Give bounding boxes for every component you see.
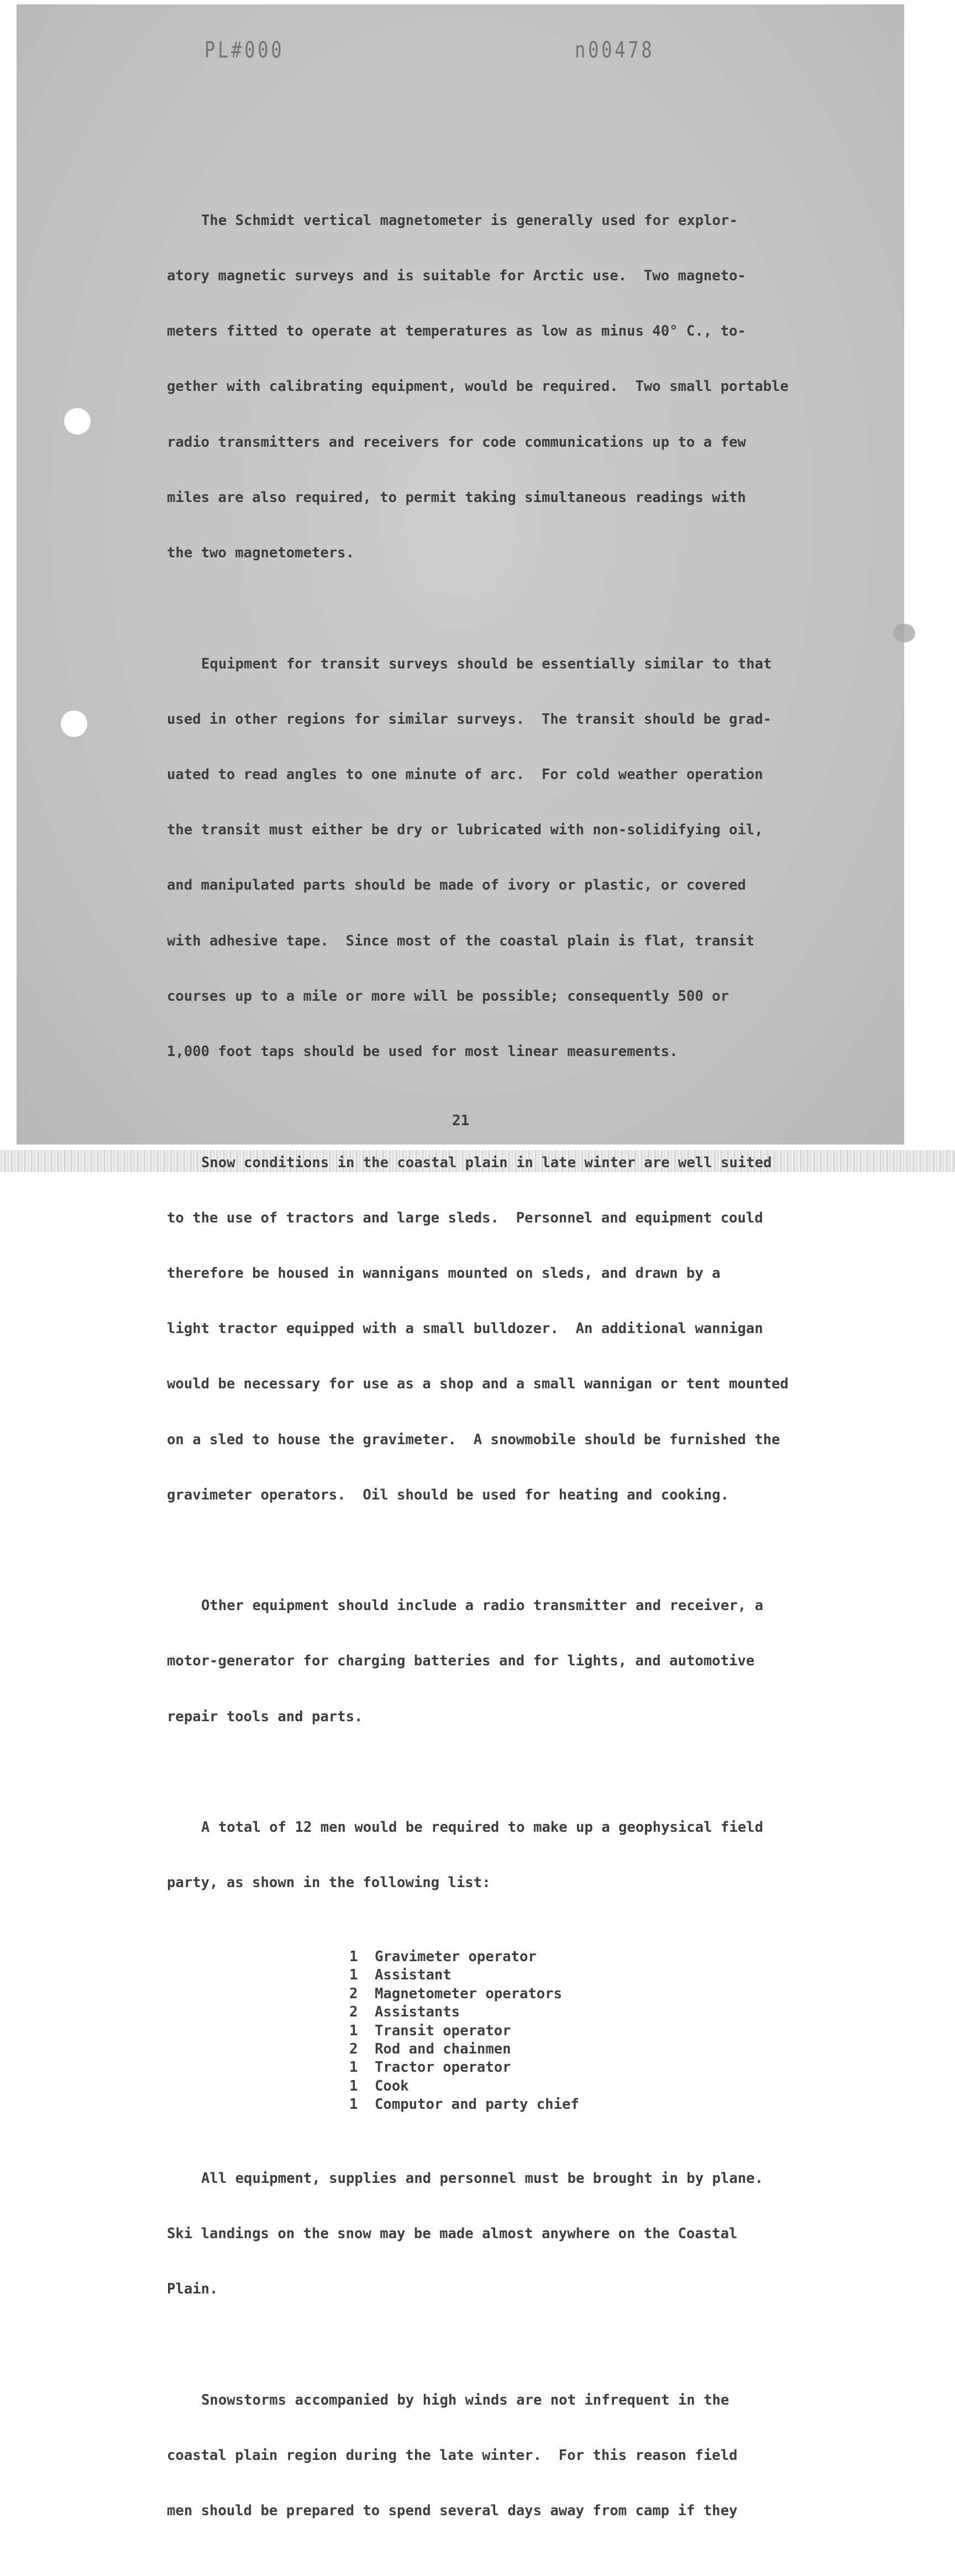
- text-line: All equipment, supplies and personnel must be brought in by plane.: [201, 2170, 763, 2187]
- list-item: [349, 1985, 852, 2003]
- crew-quantity: 1: [349, 1967, 358, 1984]
- text-line: Snowstorms accompanied by high winds are not infrequent in the: [201, 2391, 730, 2408]
- crew-role: Assistant: [375, 1967, 452, 1984]
- list-item: [349, 2040, 852, 2058]
- crew-role: Rod and chainmen: [375, 2040, 511, 2057]
- text-line: atory magnetic surveys and is suitable for Arctic use. Two magneto-: [167, 268, 746, 285]
- text-line: A total of 12 men would be required to make up a geophysical field: [201, 1819, 763, 1836]
- text-line: 1,000 foot taps should be used for most linear measurements.: [167, 1043, 678, 1060]
- paragraph-transport: [167, 2133, 852, 2335]
- crew-role: Gravimeter operator: [375, 1948, 537, 1965]
- punch-hole: [61, 710, 87, 737]
- crew-quantity: 1: [349, 2022, 358, 2039]
- crew-list: [349, 1948, 852, 2114]
- list-item: [349, 2003, 852, 2021]
- document-body: [167, 175, 852, 2576]
- archive-stamp-left: PL#000: [204, 38, 285, 63]
- text-line: Plain.: [167, 2281, 218, 2298]
- text-line: Equipment for transit surveys should be essentially similar to that: [201, 655, 772, 672]
- list-item: [349, 2096, 852, 2114]
- list-item: [349, 2022, 852, 2040]
- text-line: The Schmidt vertical magnetometer is generally used for explor-: [201, 212, 738, 229]
- text-line: motor-generator for charging batteries and for lights, and automotive: [167, 1653, 755, 1670]
- text-line: Ski landings on the snow may be made almost anywhere on the Coastal: [167, 2225, 738, 2242]
- text-line: Snow conditions in the coastal plain in late winter are well suited: [201, 1154, 772, 1171]
- text-line: meters fitted to operate at temperatures as low as minus 40° C., to-: [167, 323, 746, 340]
- text-line: used in other regions for similar surveys. The transit should be grad-: [167, 710, 772, 728]
- text-line: uated to read angles to one minute of arc. For cold weather operation: [167, 766, 763, 783]
- list-item: [349, 1966, 852, 1984]
- crew-role: Computor and party chief: [375, 2096, 579, 2113]
- text-line: party, as shown in the following list:: [167, 1874, 491, 1891]
- text-line: men should be prepared to spend several days away from camp if they: [167, 2502, 738, 2520]
- crew-role: Transit operator: [375, 2022, 511, 2039]
- crew-role: Assistants: [375, 2004, 460, 2021]
- crew-quantity: 1: [349, 1948, 358, 1965]
- crew-quantity: 1: [349, 2077, 358, 2094]
- text-line: radio transmitters and receivers for code communications up to a few: [167, 433, 746, 451]
- list-item: [349, 1948, 852, 1966]
- paragraph-party-total: [167, 1781, 852, 1929]
- text-line: courses up to a mile or more will be possible; consequently 500 or: [167, 987, 729, 1005]
- text-line: on a sled to house the gravimeter. A snowmobile should be furnished the: [167, 1431, 780, 1448]
- crew-quantity: 1: [349, 2059, 358, 2076]
- list-item: [349, 2077, 852, 2096]
- text-line: miles are also required, to permit taking simultaneous readings with: [167, 489, 746, 506]
- text-line: the transit must either be dry or lubricated with non-solidifying oil,: [167, 822, 763, 839]
- crew-quantity: 1: [349, 2096, 358, 2113]
- crew-role: Magnetometer operators: [375, 1985, 562, 2002]
- text-line: coastal plain region during the late winter. For this reason field: [167, 2447, 738, 2464]
- paragraph-transit: [167, 618, 852, 1099]
- paragraph-magnetometer: [167, 175, 852, 599]
- text-line: would be necessary for use as a shop and a small wannigan or tent mounted: [167, 1376, 789, 1393]
- crew-quantity: 2: [349, 2004, 358, 2021]
- crew-quantity: 2: [349, 1985, 358, 2002]
- text-line: with adhesive tape. Since most of the coastal plain is flat, transit: [167, 932, 755, 949]
- punch-hole: [64, 408, 91, 435]
- text-line: and manipulated parts should be made of ivory or plastic, or covered: [167, 877, 746, 894]
- crew-quantity: 2: [349, 2040, 358, 2057]
- paragraph-snowstorms: [167, 2354, 852, 2557]
- paragraph-snow-conditions: [167, 1117, 852, 1542]
- text-line: therefore be housed in wannigans mounted on sleds, and drawn by a: [167, 1265, 721, 1282]
- text-line: gravimeter operators. Oil should be used for heating and cooking.: [167, 1486, 729, 1503]
- archive-stamp-right: n00478: [575, 38, 655, 63]
- text-line: to the use of tractors and large sleds. Personnel and equipment could: [167, 1209, 763, 1226]
- crew-role: Cook: [375, 2077, 409, 2094]
- text-line: repair tools and parts.: [167, 1708, 363, 1725]
- text-line: gether with calibrating equipment, would be required. Two small portable: [167, 378, 789, 395]
- list-item: [349, 2058, 852, 2077]
- text-line: the two magnetometers.: [167, 545, 354, 562]
- crew-role: Tractor operator: [375, 2059, 511, 2076]
- paragraph-other-equipment: [167, 1560, 852, 1763]
- text-line: Other equipment should include a radio transmitter and receiver, a: [201, 1597, 763, 1614]
- page-number: 21: [452, 1112, 470, 1129]
- paper-stain: [893, 624, 915, 642]
- text-line: light tractor equipped with a small bulldozer. An additional wannigan: [167, 1320, 763, 1337]
